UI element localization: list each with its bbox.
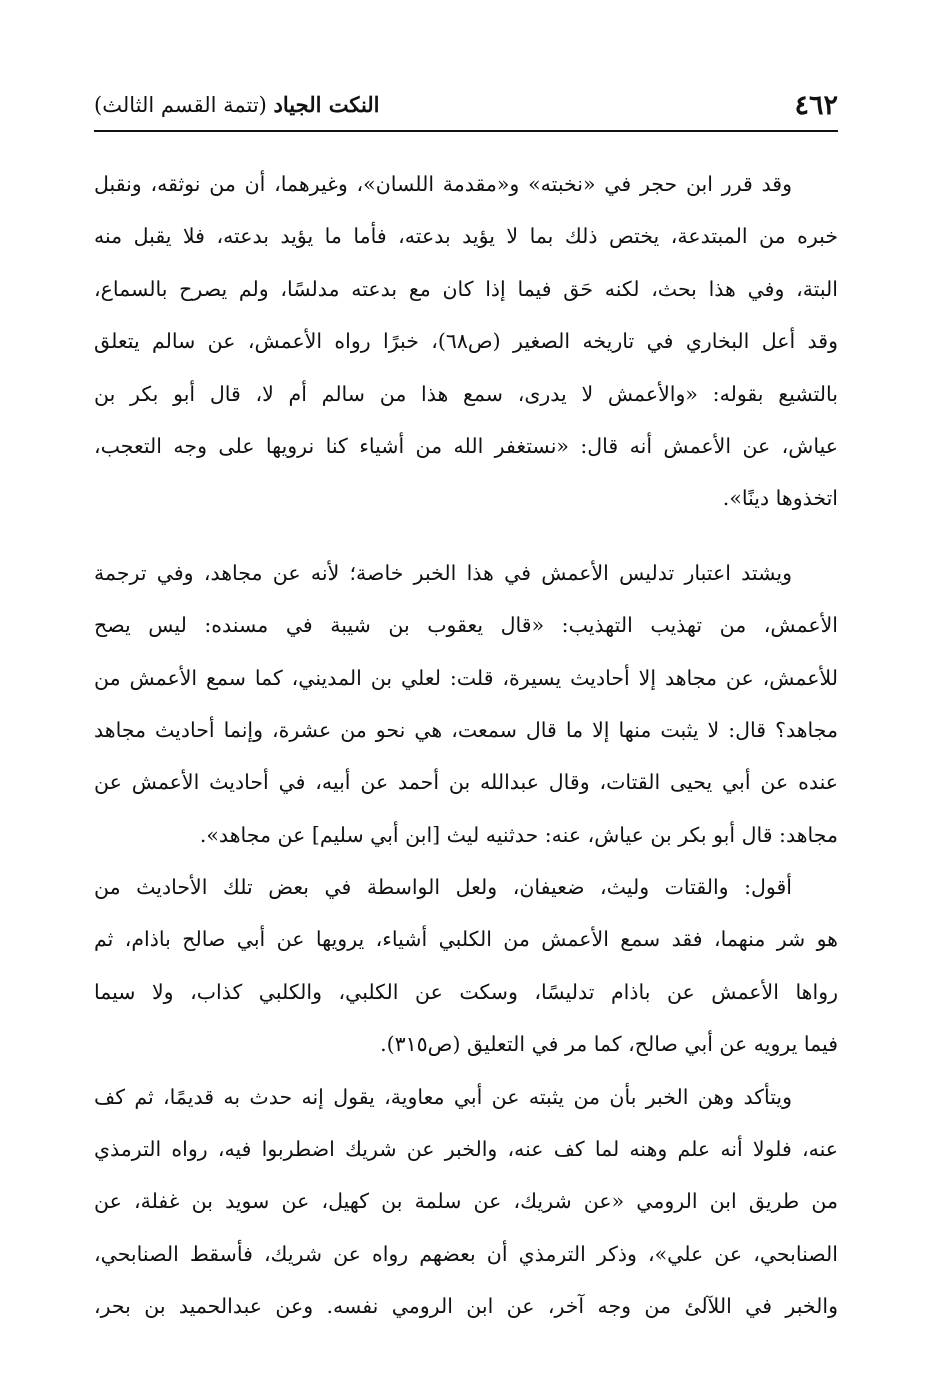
- page-header: [94, 86, 838, 126]
- section-subtitle: (تتمة القسم الثالث): [94, 93, 274, 117]
- text-line: فيما يرويه عن أبي صالح، كما مر في التعليق (ص٣١٥).: [380, 1032, 838, 1057]
- text-line: للأعمش، عن مجاهد إلا أحاديث يسيرة، قلت: لعلي بن المديني، كما سمع الأعمش من: [94, 665, 838, 690]
- text-line: وقد أعل البخاري في تاريخه الصغير (ص٦٨)، خبرًا رواه الأعمش، عن سالم يتعلق: [94, 329, 838, 354]
- text-line: مجاهد؟ قال: لا يثبت منها إلا ما قال سمعت، هي نحو من عشرة، وإنما أحاديث مجاهد: [94, 717, 838, 742]
- paragraph: [94, 547, 838, 861]
- paragraph: [94, 861, 838, 1071]
- text-line: من طريق ابن الرومي «عن شريك، عن سلمة بن كهيل، عن سويد بن غفلة، عن: [94, 1189, 838, 1214]
- text-line: هو شر منهما، فقد سمع الأعمش من الكلبي أشياء، يرويها عن أبي صالح باذام، ثم: [94, 927, 838, 952]
- text-line: عنده عن أبي يحيى القتات، وقال عبدالله بن أحمد عن أبيه، في أحاديث الأعمش عن: [94, 770, 838, 795]
- text-line: خبره من المبتدعة، يختص ذلك بما لا يؤيد بدعته، فأما ما يؤيد بدعته، فلا يقبل منه: [94, 224, 838, 249]
- text-line: ويتأكد وهن الخبر بأن من يثبته عن أبي معاوية، يقول إنه حدث به قديمًا، ثم كف: [94, 1084, 792, 1109]
- paragraph: [94, 158, 838, 525]
- text-line: الصنابحي، عن علي»، وذكر الترمذي أن بعضهم رواه عن شريك، فأسقط الصنابحي،: [94, 1241, 838, 1266]
- text-line: عنه، فلولا أنه علم وهنه لما كف عنه، والخبر عن شريك اضطربوا فيه، رواه الترمذي: [94, 1137, 838, 1162]
- text-line: مجاهد: قال أبو بكر بن عياش، عنه: حدثنيه ليث [ابن أبي سليم] عن مجاهد».: [199, 822, 838, 847]
- body-text: [94, 158, 838, 1333]
- text-line: البتة، وفي هذا بحث، لكنه حَق فيما إذا كان مع بدعته مدلسًا، ولم يصرح بالسماع،: [94, 276, 838, 301]
- header-rule: [94, 130, 838, 132]
- text-line: رواها الأعمش عن باذام تدليسًا، وسكت عن الكلبي، والكلبي كذاب، ولا سيما: [94, 979, 838, 1004]
- text-line: الأعمش، من تهذيب التهذيب: «قال يعقوب بن شيبة في مسنده: ليس يصح: [94, 613, 838, 638]
- text-line: اتخذوها دينًا».: [722, 486, 838, 511]
- text-line: أقول: والقتات وليث، ضعيفان، ولعل الواسطة في بعض تلك الأحاديث من: [94, 875, 792, 900]
- text-line: والخبر في اللآلئ من وجه آخر، عن ابن الرومي نفسه. وعن عبدالحميد بن بحر،: [94, 1294, 838, 1319]
- running-title: [94, 92, 380, 117]
- text-line: ويشتد اعتبار تدليس الأعمش في هذا الخبر خاصة؛ لأنه عن مجاهد، وفي ترجمة: [94, 560, 792, 585]
- text-line: بالتشيع بقوله: «والأعمش لا يدرى، سمع هذا من سالم أم لا، قال أبو بكر بن: [94, 381, 838, 406]
- book-title: النكت الجياد: [273, 92, 380, 117]
- text-line: عياش، عن الأعمش أنه قال: «نستغفر الله من أشياء كنا نرويها على وجه التعجب،: [94, 433, 838, 458]
- paragraph: [94, 1071, 838, 1333]
- page-number: ٤٦٢: [794, 90, 838, 121]
- text-line: وقد قرر ابن حجر في «نخبته» و«مقدمة اللسان»، وغيرهما، أن من نوثقه، ونقبل: [94, 172, 792, 196]
